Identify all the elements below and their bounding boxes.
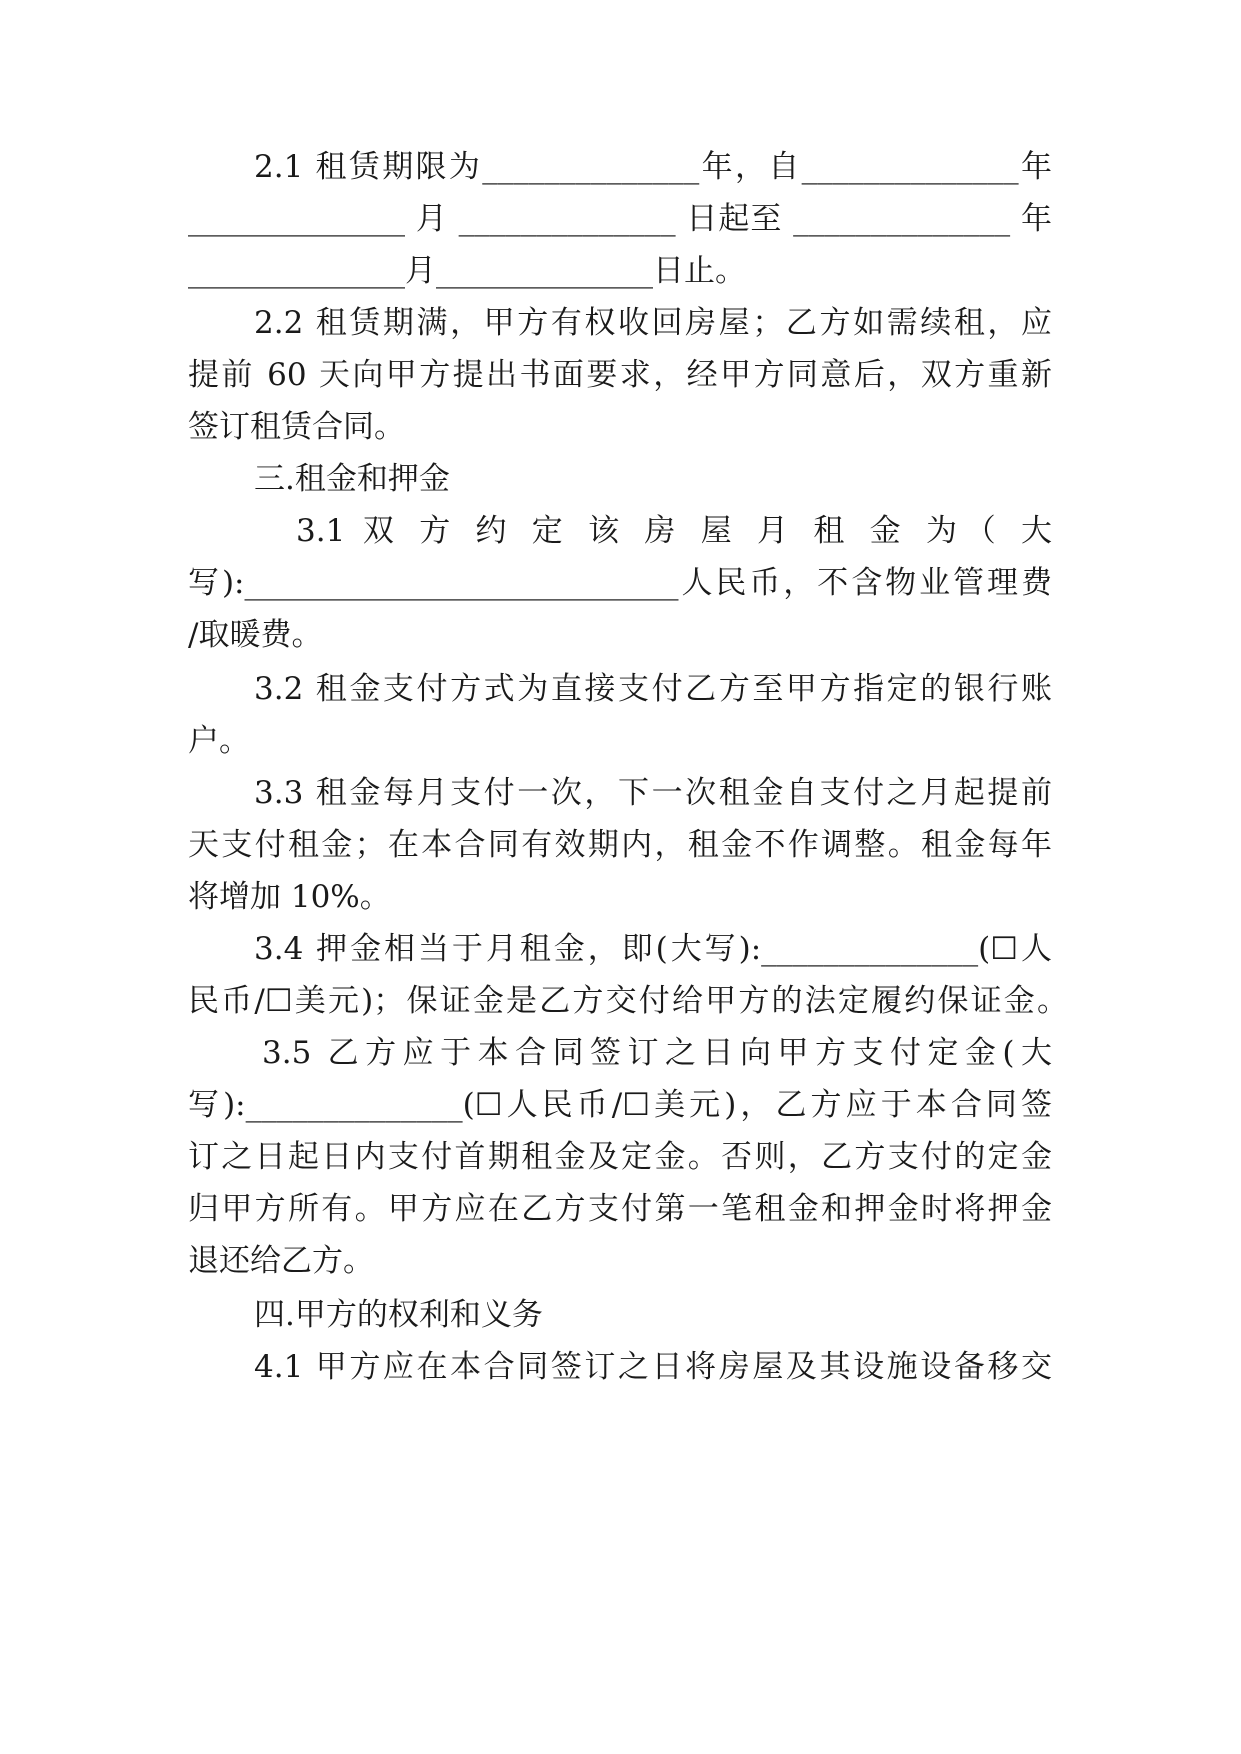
clause-3-4-line-2: 民币/☐美元)；保证金是乙方交付给甲方的法定履约保证金。: [188, 983, 1068, 1019]
section-3-heading: 三.租金和押金: [254, 461, 450, 497]
clause-2-1-line-1: 2.1 租赁期限为______________年，自______________年: [254, 149, 1052, 185]
clause-3-1-line-2: 写):____________________________人民币，不含物业管理费: [188, 565, 1052, 601]
clause-3-1-line-1: 3.1 双 方 约 定 该 房 屋 月 租 金 为（ 大: [296, 513, 1052, 549]
clause-2-2-line-2: 提前 60 天向甲方提出书面要求，经甲方同意后，双方重新: [188, 357, 1052, 393]
clause-3-3-line-2: 天支付租金；在本合同有效期内，租金不作调整。租金每年: [188, 827, 1052, 863]
clause-3-5-line-5: 退还给乙方。: [188, 1243, 374, 1279]
clause-3-4-line-1: 3.4 押金相当于月租金，即(大写):______________(☐人: [254, 931, 1052, 967]
clause-2-2-line-3: 签订租赁合同。: [188, 409, 405, 445]
clause-3-2-line-1: 3.2 租金支付方式为直接支付乙方至甲方指定的银行账: [254, 671, 1052, 707]
clause-2-1-line-3: ______________月______________日止。: [188, 253, 746, 289]
clause-3-5-line-2: 写):______________(☐人民币/☐美元)，乙方应于本合同签: [188, 1087, 1052, 1123]
clause-2-2-line-1: 2.2 租赁期满，甲方有权收回房屋；乙方如需续租，应: [254, 305, 1052, 341]
clause-2-1-line-2: ______________ 月 ______________ 日起至 ______________ 年: [188, 201, 1052, 237]
clause-3-2-line-2: 户。: [188, 723, 250, 759]
clause-3-3-line-3: 将增加 10%。: [188, 879, 391, 915]
clause-3-1-line-3: /取暖费。: [188, 617, 323, 653]
clause-3-5-line-1: 3.5 乙方应于本合同签订之日向甲方支付定金(大: [262, 1035, 1052, 1071]
clause-3-5-line-4: 归甲方所有。甲方应在乙方支付第一笔租金和押金时将押金: [188, 1191, 1052, 1227]
clause-4-1-line-1: 4.1 甲方应在本合同签订之日将房屋及其设施设备移交: [254, 1349, 1052, 1385]
clause-3-5-line-3: 订之日起日内支付首期租金及定金。否则，乙方支付的定金: [188, 1139, 1052, 1175]
section-4-heading: 四.甲方的权利和义务: [254, 1297, 543, 1333]
clause-3-3-line-1: 3.3 租金每月支付一次，下一次租金自支付之月起提前: [254, 775, 1052, 811]
